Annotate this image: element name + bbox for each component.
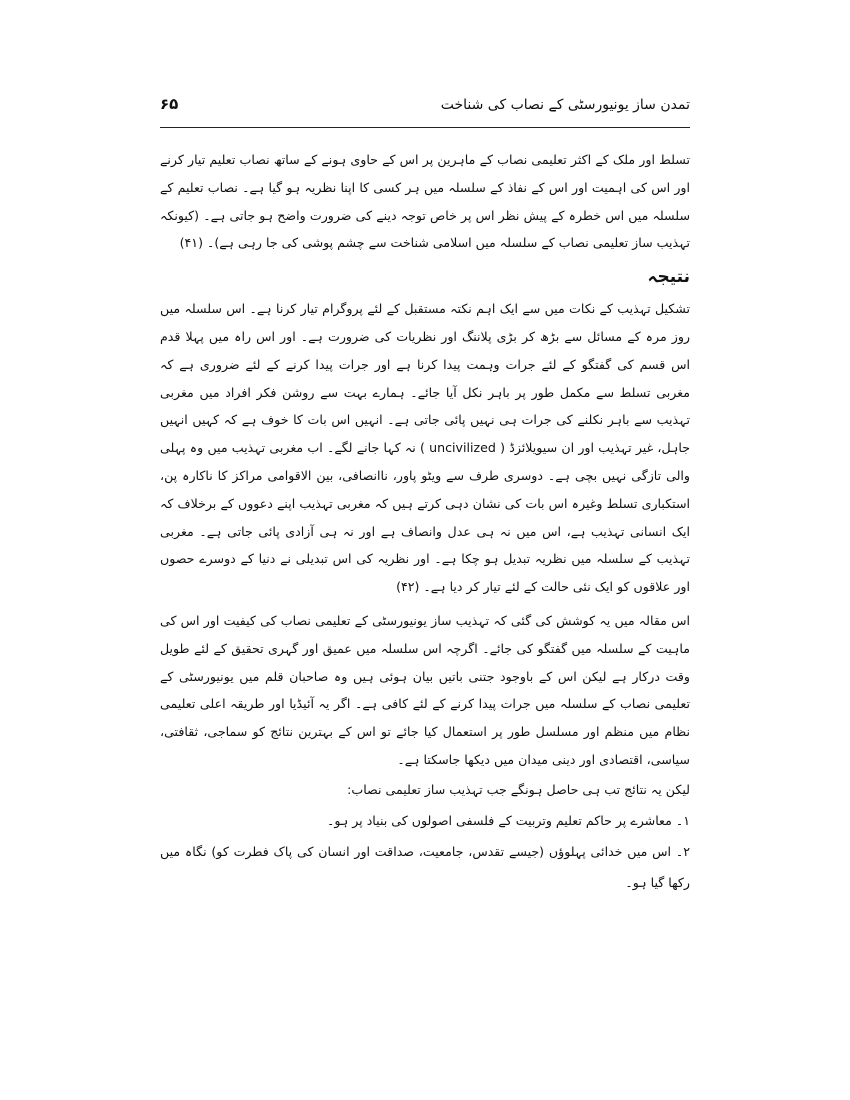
running-title: تمدن ساز یونیورسٹی کے نصاب کی شناخت (440, 97, 690, 113)
list-item-1: ۱۔ معاشرے پر حاکم تعلیم وتربیت کے فلسفی اصولوں کی بنیاد پر ہو۔ (326, 812, 690, 828)
paragraph-1: تسلط اور ملک کے اکثر تعلیمی نصاب کے ماہرین پر اس کے حاوی ہونے کے ساتھ نصاب تعلیم تیار کرنے اور اس کی اہمیت اور اس کے نفاذ کے سلسلہ میں ہر کسی کا اپنا نظریہ ہو گیا ہے۔ نصاب تعلیم کے سلسلہ میں اس خطرہ کے پیش نظر اس پر خاص توجہ دینے کی ضرورت واضح ہو جاتی ہے۔ (کیونکہ تہذیب ساز تعلیمی نصاب کے سلسلہ میں اسلامی شناخت سے چشم پوشی کی جا رہی ہے)۔ (۴۱) (160, 152, 690, 251)
paragraph-3: اس مقالہ میں یہ کوشش کی گئی کہ تہذیب ساز یونیورسٹی کے تعلیمی نصاب کی کیفیت اور اس کی ماہیت کے سلسلہ میں گفتگو کی جائے۔ اگرچہ اس سلسلہ میں عمیق اور گہری تحقیق کے لئے طویل وقت درکار ہے لیکن اس کے باوجود جتنی باتیں بیان ہوئی ہیں وہ صاحبان قلم میں یونیورسٹی کے تعلیمی نصاب کے سلسلہ میں جرات پیدا کرنے کے لئے کافی ہے۔ اگر یہ آئیڈیا اور طریقہ اعلی تعلیمی نظام میں منظم اور مسلسل طور پر استعمال کیا جائے تو اس کے بہترین نتائج کو سماجی، ثقافتی، سیاسی، اقتصادی اور دینی میدان میں دیکھا جاسکتا ہے۔ (160, 612, 690, 767)
list-item-2: ۲۔ اس میں خدائی پہلوؤں (جیسے تقدس، جامعیت، صداقت اور انسان کی پاک فطرت کو) نگاہ میں رکھا گیا ہو۔ (160, 843, 690, 890)
paragraph-2: تشکیل تہذیب کے نکات میں سے ایک اہم نکتہ مستقبل کے لئے پروگرام تیار کرنا ہے۔ اس سلسلہ میں روز مرہ کے مسائل سے بڑھ کر بڑی پلاننگ اور نظریات کی ضرورت ہے۔ اور اس راہ میں پہلا قدم اس قسم کی گفتگو کے لئے جرات وہمت پیدا کرنا ہے اور جرات پیدا کرنے کے لئے ضروری ہے کہ مغربی تسلط سے مکمل طور پر باہر نکل آیا جائے۔ ہمارے بہت سے روشن فکر افراد میں مغربی تہذیب سے باہر نکلنے کی جرات ہی نہیں پائی جاتی ہے۔ انہیں اس بات کا خوف ہے کہ کہیں انہیں جاہل، غیر تہذیب اور ان سیویلائزڈ ( uncivilized ) نہ کہا جانے لگے۔ اب مغربی تہذیب میں وہ پہلی والی تازگی نہیں بچی ہے۔ دوسری طرف سے ویٹو پاور، ناانصافی، بین الاقوامی مراکز کا ناکارہ پن، استکباری تسلط وغیرہ اس بات کی نشان دہی کرتے ہیں کہ مغربی تہذیب اپنے دعووں کے برخلاف کہ ایک انسانی تہذیب ہے، اس میں نہ ہی عدل وانصاف ہے اور نہ ہی آزادی پائی جاتی ہے۔ مغربی تہذیب کے سلسلہ میں نظریہ تبدیل ہو چکا ہے۔ اور نظریہ کی اس تبدیلی نے دنیا کے دوسرے حصوں اور علاقوں کو ایک نئی حالت کے لئے تیار کر دیا ہے۔ (۴۲) (160, 301, 690, 595)
conditions-intro: لیکن یہ نتائج تب ہی حاصل ہونگے جب تہذیب ساز تعلیمی نصاب: (347, 781, 690, 797)
page-header (160, 93, 690, 123)
page-number: ۶۵ (160, 95, 179, 113)
header-divider (160, 127, 690, 128)
page-body (160, 146, 690, 898)
section-heading: نتیجہ (647, 267, 690, 288)
